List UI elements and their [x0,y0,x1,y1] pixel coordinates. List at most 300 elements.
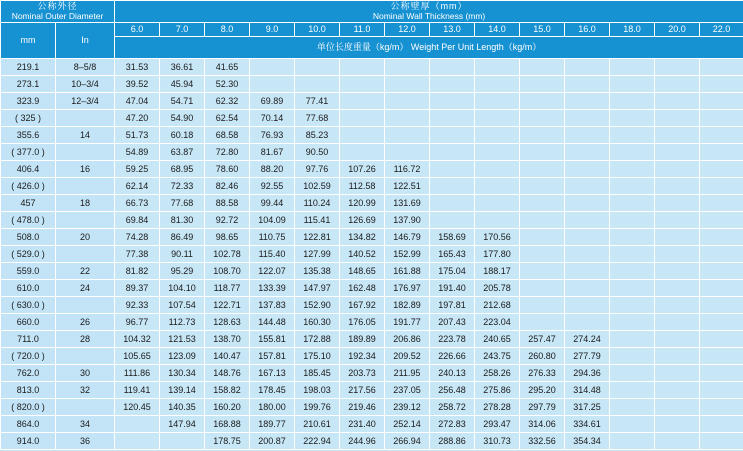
weight-cell [655,297,700,314]
weight-cell: 276.33 [520,365,565,382]
weight-cell [700,263,743,280]
weight-cell: 72.80 [205,144,250,161]
table-row [1,229,743,246]
table-row [1,178,743,195]
weight-cell [655,263,700,280]
weight-cell: 92.72 [205,212,250,229]
weight-cell [610,178,655,195]
weight-cell: 108.70 [205,263,250,280]
outer-diameter-in: 12–3/4 [56,93,115,110]
weight-cell [430,161,475,178]
weight-cell [475,93,520,110]
weight-cell [700,399,743,416]
table-row [1,399,743,416]
weight-cell [385,93,430,110]
outer-diameter-in: 34 [56,416,115,433]
weight-cell [475,76,520,93]
outer-diameter-mm: ( 377.0 ) [1,144,56,161]
weight-cell [610,416,655,433]
weight-cell: 277.79 [565,348,610,365]
weight-cell [385,144,430,161]
weight-cell: 182.89 [385,297,430,314]
weight-cell [610,263,655,280]
weight-cell [700,382,743,399]
weight-cell: 127.99 [295,246,340,263]
weight-cell: 157.81 [250,348,295,365]
weight-cell: 140.47 [205,348,250,365]
weight-cell: 31.53 [115,59,160,76]
weight-cell: 272.83 [430,416,475,433]
weight-cell [340,59,385,76]
weight-cell [520,110,565,127]
weight-cell: 66.73 [115,195,160,212]
weight-cell: 162.48 [340,280,385,297]
weight-cell [115,433,160,450]
weight-cell: 176.97 [385,280,430,297]
outer-diameter-in: 24 [56,280,115,297]
weight-cell [340,110,385,127]
outer-diameter-mm: 610.0 [1,280,56,297]
weight-cell [115,416,160,433]
thickness-header: 7.0 [160,23,205,37]
weight-cell [565,127,610,144]
weight-cell: 105.65 [115,348,160,365]
outer-diameter-mm: ( 426.0 ) [1,178,56,195]
weight-cell [655,331,700,348]
weight-cell [655,127,700,144]
outer-diameter-mm: ( 478.0 ) [1,212,56,229]
thickness-header: 14.0 [475,23,520,37]
outer-diameter-in [56,144,115,161]
outer-diameter-in: 20 [56,229,115,246]
weight-cell: 122.51 [385,178,430,195]
weight-cell [565,297,610,314]
table-row [1,416,743,433]
weight-cell [655,280,700,297]
table-row [1,93,743,110]
thickness-header: 18.0 [610,23,655,37]
outer-diameter-in [56,246,115,263]
weight-cell [700,161,743,178]
weight-cell: 258.26 [475,365,520,382]
weight-cell: 198.03 [295,382,340,399]
weight-cell [520,93,565,110]
weight-cell: 258.72 [430,399,475,416]
thickness-header: 20.0 [655,23,700,37]
weight-cell: 88.58 [205,195,250,212]
weight-cell [610,93,655,110]
weight-cell: 219.46 [340,399,385,416]
weight-cell: 167.13 [250,365,295,382]
outer-diameter-mm: ( 325 ) [1,110,56,127]
weight-cell: 197.81 [430,297,475,314]
weight-cell: 112.58 [340,178,385,195]
weight-cell [565,195,610,212]
weight-cell [520,178,565,195]
weight-cell [610,195,655,212]
outer-diameter-mm: 864.0 [1,416,56,433]
weight-cell: 90.11 [160,246,205,263]
weight-cell: 240.65 [475,331,520,348]
weight-cell [565,59,610,76]
weight-cell: 85.23 [295,127,340,144]
outer-diameter-in [56,212,115,229]
weight-cell: 155.81 [250,331,295,348]
table-row [1,382,743,399]
weight-cell [430,76,475,93]
weight-cell [655,246,700,263]
weight-cell: 102.59 [295,178,340,195]
weight-cell: 165.43 [430,246,475,263]
weight-cell [610,229,655,246]
outer-diameter-cn: 公称外径 [37,1,78,12]
weight-cell: 252.14 [385,416,430,433]
weight-cell [700,59,743,76]
weight-cell: 128.63 [205,314,250,331]
weight-cell [520,314,565,331]
weight-cell [565,229,610,246]
weight-cell: 82.46 [205,178,250,195]
weight-cell: 210.61 [295,416,340,433]
outer-diameter-mm: 813.0 [1,382,56,399]
weight-cell: 293.47 [475,416,520,433]
weight-cell: 115.41 [295,212,340,229]
weight-cell: 147.94 [160,416,205,433]
weight-cell: 47.04 [115,93,160,110]
weight-cell: 68.58 [205,127,250,144]
outer-diameter-in: 14 [56,127,115,144]
weight-cell [610,297,655,314]
weight-cell: 59.25 [115,161,160,178]
thickness-header: 8.0 [205,23,250,37]
weight-cell [655,229,700,246]
outer-diameter-in [56,399,115,416]
weight-cell: 148.65 [340,263,385,280]
weight-cell: 36.61 [160,59,205,76]
weight-cell [610,161,655,178]
outer-diameter-in: 10–3/4 [56,76,115,93]
weight-cell [655,314,700,331]
weight-cell: 207.43 [430,314,475,331]
table-row [1,263,743,280]
weight-cell [700,416,743,433]
weight-cell: 256.48 [430,382,475,399]
weight-cell [520,144,565,161]
table-row [1,161,743,178]
weight-cell [610,76,655,93]
outer-diameter-in: 18 [56,195,115,212]
weight-cell: 140.52 [340,246,385,263]
weight-cell [610,348,655,365]
weight-cell: 239.12 [385,399,430,416]
weight-cell [385,110,430,127]
outer-diameter-in: 28 [56,331,115,348]
weight-cell: 314.48 [565,382,610,399]
table-row [1,280,743,297]
weight-cell: 95.29 [160,263,205,280]
outer-diameter-mm: 355.6 [1,127,56,144]
weight-cell [655,110,700,127]
weight-cell: 175.10 [295,348,340,365]
outer-diameter-in: 16 [56,161,115,178]
weight-cell: 191.40 [430,280,475,297]
col-in-header: In [56,23,115,59]
weight-cell [475,212,520,229]
weight-cell: 90.50 [295,144,340,161]
weight-cell: 97.76 [295,161,340,178]
weight-cell: 78.60 [205,161,250,178]
outer-diameter-in [56,110,115,127]
table-row [1,297,743,314]
weight-cell: 86.49 [160,229,205,246]
weight-cell [655,76,700,93]
weight-cell [700,144,743,161]
weight-cell: 222.94 [295,433,340,450]
weight-cell [430,110,475,127]
weight-cell: 69.89 [250,93,295,110]
weight-cell [700,195,743,212]
weight-cell [475,59,520,76]
outer-diameter-in [56,178,115,195]
weight-cell [655,195,700,212]
weight-cell: 211.95 [385,365,430,382]
weight-cell: 223.04 [475,314,520,331]
weight-cell: 176.05 [340,314,385,331]
weight-cell: 111.86 [115,365,160,382]
weight-cell: 115.40 [250,246,295,263]
weight-cell: 257.47 [520,331,565,348]
weight-cell [520,246,565,263]
weight-cell [250,76,295,93]
weight-cell: 77.38 [115,246,160,263]
weight-cell [610,314,655,331]
weight-cell [430,212,475,229]
weight-cell: 206.86 [385,331,430,348]
weight-cell: 92.33 [115,297,160,314]
unit-weight-header: 单位长度重量（kg/m） Weight Per Unit Length（kg/m） [115,37,743,59]
weight-cell [655,59,700,76]
weight-cell: 140.35 [160,399,205,416]
weight-cell: 180.00 [250,399,295,416]
table-row [1,348,743,365]
table-row [1,433,743,450]
col-mm-header: mm [1,23,56,59]
weight-cell: 152.99 [385,246,430,263]
thickness-header: 16.0 [565,23,610,37]
weight-cell: 81.30 [160,212,205,229]
weight-cell: 139.14 [160,382,205,399]
table-row [1,246,743,263]
weight-cell: 199.76 [295,399,340,416]
weight-cell [610,144,655,161]
weight-cell [655,399,700,416]
weight-cell: 160.30 [295,314,340,331]
weight-cell [610,382,655,399]
table-row [1,365,743,382]
weight-cell: 104.32 [115,331,160,348]
outer-diameter-mm: 914.0 [1,433,56,450]
weight-cell: 81.82 [115,263,160,280]
weight-cell: 107.26 [340,161,385,178]
weight-cell [610,399,655,416]
outer-diameter-mm: 559.0 [1,263,56,280]
weight-cell: 54.90 [160,110,205,127]
weight-cell: 77.41 [295,93,340,110]
table-row [1,144,743,161]
outer-diameter-mm: 762.0 [1,365,56,382]
weight-cell [700,365,743,382]
weight-cell: 172.88 [295,331,340,348]
weight-cell: 161.88 [385,263,430,280]
weight-cell [565,161,610,178]
weight-cell [295,59,340,76]
weight-cell [655,93,700,110]
weight-cell: 177.80 [475,246,520,263]
weight-cell [655,348,700,365]
table-row [1,331,743,348]
weight-cell: 205.78 [475,280,520,297]
thickness-header: 22.0 [700,23,743,37]
weight-cell [385,127,430,144]
outer-diameter-in: 36 [56,433,115,450]
weight-cell [655,144,700,161]
weight-cell: 167.92 [340,297,385,314]
weight-cell [385,59,430,76]
weight-cell [655,212,700,229]
weight-cell [520,127,565,144]
weight-cell: 135.38 [295,263,340,280]
weight-cell: 52.30 [205,76,250,93]
weight-cell: 68.95 [160,161,205,178]
weight-cell: 41.65 [205,59,250,76]
weight-cell: 116.72 [385,161,430,178]
weight-cell: 45.94 [160,76,205,93]
weight-cell: 96.77 [115,314,160,331]
outer-diameter-in [56,297,115,314]
weight-cell [340,93,385,110]
weight-cell: 147.97 [295,280,340,297]
thickness-header: 13.0 [430,23,475,37]
weight-cell [340,144,385,161]
weight-cell: 192.34 [340,348,385,365]
weight-cell [160,433,205,450]
table-row [1,110,743,127]
weight-cell [475,144,520,161]
thickness-header: 11.0 [340,23,385,37]
weight-cell: 126.69 [340,212,385,229]
weight-cell: 104.10 [160,280,205,297]
weight-cell: 354.34 [565,433,610,450]
weight-cell: 110.24 [295,195,340,212]
weight-cell: 332.56 [520,433,565,450]
weight-cell: 77.68 [295,110,340,127]
weight-cell [565,178,610,195]
weight-cell [475,127,520,144]
weight-cell: 240.13 [430,365,475,382]
weight-cell: 243.75 [475,348,520,365]
weight-cell: 244.96 [340,433,385,450]
weight-cell: 334.61 [565,416,610,433]
weight-cell [565,93,610,110]
weight-cell [520,229,565,246]
weight-cell: 144.48 [250,314,295,331]
weight-cell: 212.68 [475,297,520,314]
weight-cell [700,331,743,348]
weight-cell: 200.87 [250,433,295,450]
weight-cell: 99.44 [250,195,295,212]
table-row [1,76,743,93]
outer-diameter-mm: 219.1 [1,59,56,76]
weight-cell: 310.73 [475,433,520,450]
weight-cell: 72.33 [160,178,205,195]
weight-cell: 226.66 [430,348,475,365]
weight-cell [520,161,565,178]
weight-cell: 60.18 [160,127,205,144]
weight-cell [700,178,743,195]
weight-cell [475,178,520,195]
weight-cell [475,195,520,212]
weight-cell: 110.75 [250,229,295,246]
outer-diameter-mm: 273.1 [1,76,56,93]
weight-cell: 122.81 [295,229,340,246]
outer-diameter-in [56,348,115,365]
weight-cell: 122.07 [250,263,295,280]
weight-cell: 152.90 [295,297,340,314]
thickness-header: 12.0 [385,23,430,37]
weight-cell: 168.88 [205,416,250,433]
weight-cell [655,161,700,178]
weight-cell: 295.20 [520,382,565,399]
weight-cell [565,314,610,331]
weight-cell [430,144,475,161]
weight-cell: 260.80 [520,348,565,365]
weight-cell [520,212,565,229]
weight-cell [565,280,610,297]
outer-diameter-in: 30 [56,365,115,382]
outer-diameter-in: 32 [56,382,115,399]
weight-cell: 39.52 [115,76,160,93]
weight-cell: 121.53 [160,331,205,348]
weight-cell [610,110,655,127]
weight-cell [520,59,565,76]
weight-cell: 120.99 [340,195,385,212]
weight-cell: 131.69 [385,195,430,212]
weight-cell: 47.20 [115,110,160,127]
weight-cell: 158.82 [205,382,250,399]
weight-cell: 148.76 [205,365,250,382]
weight-cell: 146.79 [385,229,430,246]
weight-cell: 137.90 [385,212,430,229]
weight-cell: 297.79 [520,399,565,416]
outer-diameter-mm: ( 720.0 ) [1,348,56,365]
weight-cell: 209.52 [385,348,430,365]
weight-cell [700,348,743,365]
weight-cell: 170.56 [475,229,520,246]
weight-cell [610,433,655,450]
weight-cell: 158.69 [430,229,475,246]
weight-cell [430,93,475,110]
weight-cell: 70.14 [250,110,295,127]
thickness-header: 15.0 [520,23,565,37]
weight-cell [700,76,743,93]
outer-diameter-mm: ( 630.0 ) [1,297,56,314]
weight-cell: 54.71 [160,93,205,110]
weight-cell [565,76,610,93]
weight-cell: 133.39 [250,280,295,297]
outer-diameter-mm: 660.0 [1,314,56,331]
weight-cell: 76.93 [250,127,295,144]
weight-cell [700,297,743,314]
